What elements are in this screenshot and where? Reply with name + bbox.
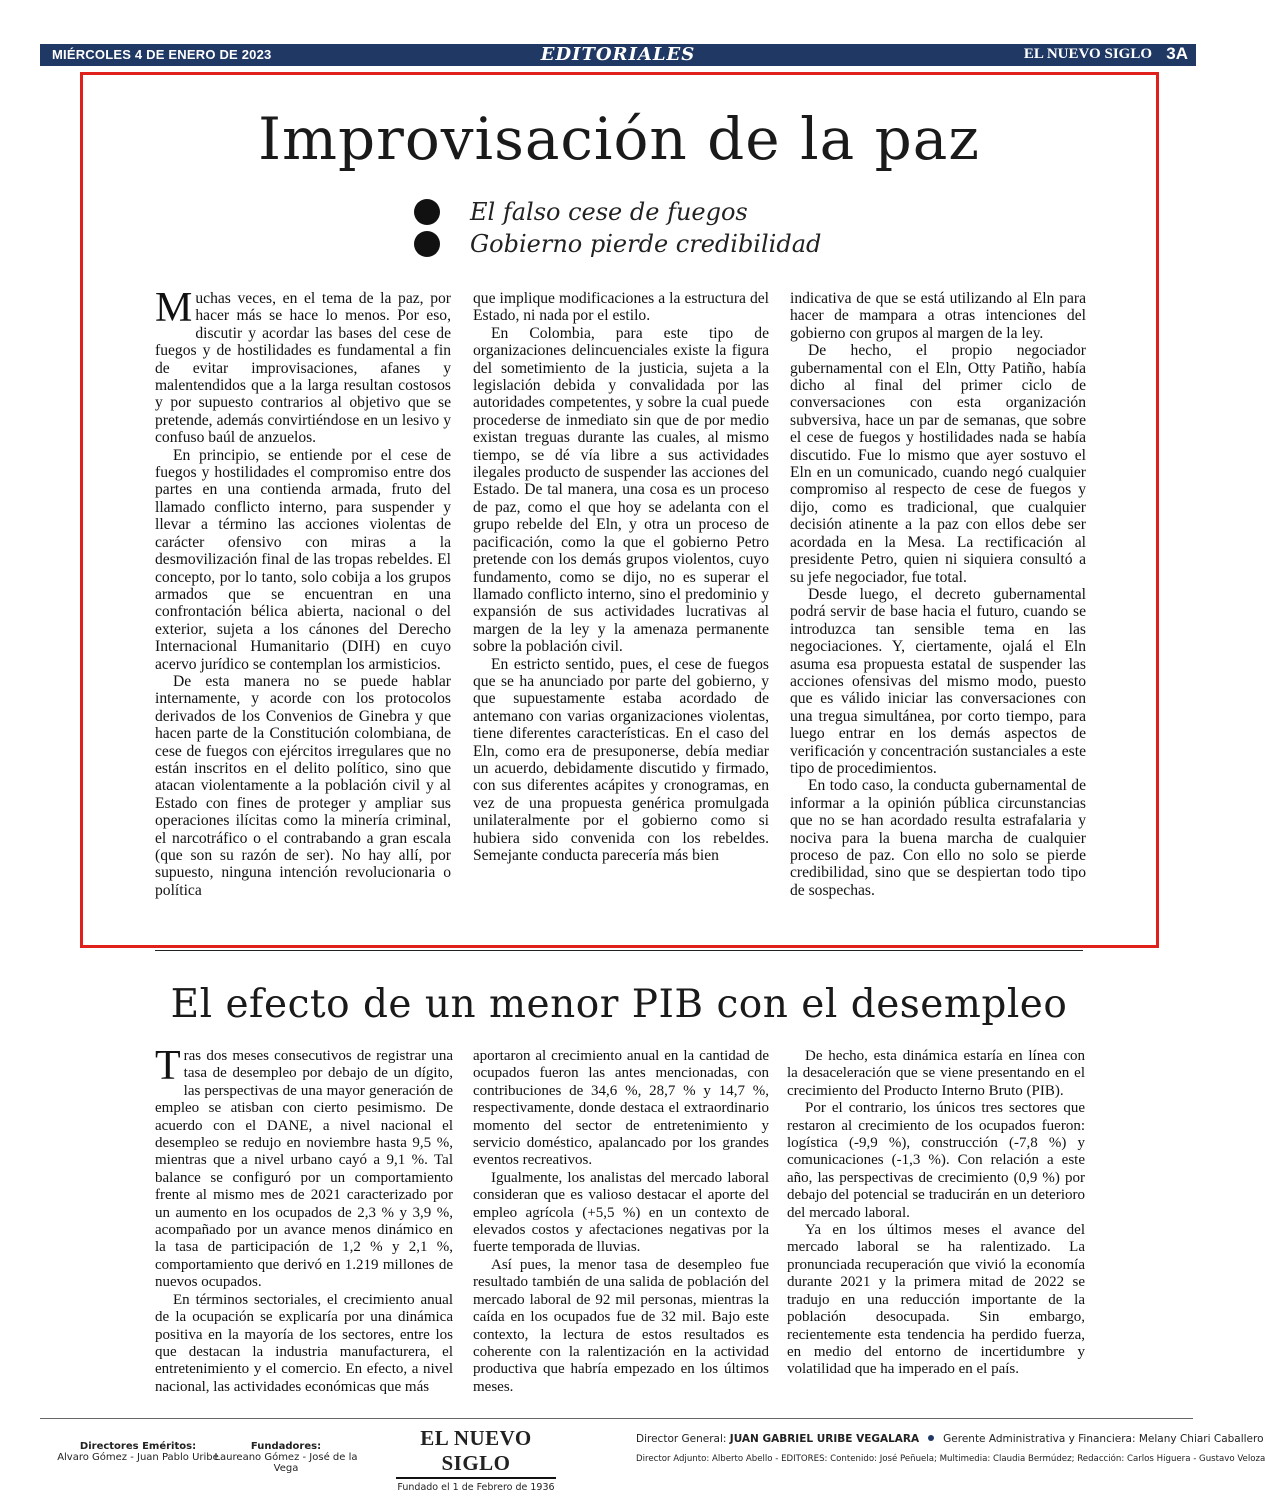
founders-label: Fundadores: [250,1441,322,1452]
section-title: EDITORIALES [540,44,696,65]
paragraph: Por el contrario, los únicos tres sectores que restaron al crecimiento de los ocupados fueron: logística (-9,9 %), construcción (-7,8 %) y comunicaciones (-1,3 %). Con relación a este año, las perspectivas de crecimiento (0,9 %) por debajo del potencial se traducirán en un deterioro del mercado laboral. [787,1100,1085,1221]
paragraph: aportaron al crecimiento anual en la cantidad de ocupados fueron las antes mencionadas, con contribuciones de 34,6 %, 28,7 % y 14,7 %, respectivamente, donde destaca el extraordinario momento del sector de entretenimiento y servicio doméstico, apalancado por los grandes eventos recreativos. [473,1048,769,1169]
drop-cap: M [155,285,193,331]
staff-line: Director Adjunto: Alberto Abello - EDITORES: Contenido: José Peñuela; Multimedia: Claudia Bermúdez; Redacción: Carlos Higuera - Gustavo Veloza [636,1454,1265,1464]
bullet-icon [414,199,440,225]
emeritus-names: Alvaro Gómez - Juan Pablo Uribe [57,1452,219,1463]
paragraph: Igualmente, los analistas del mercado laboral consideran que es valioso destacar el aporte del empleo agrícola (+5,5 %) en un contexto de elevados costos y afectaciones negativas por la fuerte temporada de lluvias. [473,1169,769,1256]
paragraph: Muchas veces, en el tema de la paz, por hacer más se hace lo menos. Por eso, discutir y acordar las bases del cese de fuegos y de hostilidades es fundamental a fin de evitar improvisaciones, afanes y malentendidos que a la larga resultan costosos y por supuesto contrarios al objetivo que se pretende, además convirtiéndose en un lesivo y confuso baúl de anzuelos. [155,285,451,447]
editorial2-column-1 [155,1043,453,1396]
masthead [40,44,1196,66]
paragraph: De hecho, esta dinámica estaría en línea con la desaceleración que se viene presentando en el crecimiento del Producto Interno Bruto (PIB). [787,1048,1085,1099]
emeritus-label: Directores Eméritos: [79,1441,197,1452]
paragraph: En estricto sentido, pues, el cese de fuegos que se ha anunciado por parte del gobierno, y que supuestamente estaba acordado de antemano con varias organizaciones violentas, tiene diferentes características. En el caso del Eln, como era de presuponerse, debía mediar un acuerdo, debidamente discutido y firmado, con sus diferentes acápites y cronogramas, en vez de una propuesta genérica promulgada unilateralmente por el gobierno como si hubiera sido convenida con los rebeldes. Semejante conducta parecería más bien [473,655,769,864]
founders [208,1441,364,1474]
emeritus-directors [48,1441,228,1463]
paragraph: indicativa de que se está utilizando al Eln para hacer de mampara a otras intenciones del gobierno con grupos al margen de la ley. [790,290,1086,342]
editorial-title-2: El efecto de un menor PIB con el desempleo [170,982,1068,1027]
founders-names: Laureano Gómez - José de la Vega [214,1452,358,1474]
subheadline-item: Gobierno pierde credibilidad [414,228,821,260]
section-divider [155,950,1083,951]
paragraph: Desde luego, el decreto gubernamental podrá servir de base hacia el futuro, cuando se introduzca tan sensible tema en las negociaciones. Y, ciertamente, ojalá el Eln asuma esa propuesta estatal de suspender las acciones ofensivas del mismo modo, puesto que es válido iniciar las conversaciones con una tregua simultánea, por corto tiempo, para luego entrar en los demás aspectos de verificación y concentración sustanciales a este tipo de procedimientos. [790,585,1086,777]
page-number: 3A [1166,44,1188,63]
paragraph: De hecho, el propio negociador gubernamental con el Eln, Otty Patiño, había dicho al final del primer ciclo de conversaciones con esta organización subversiva, hace un par de semanas, que sobre el cese de fuegos y hostilidades nada se había discutido. Fue lo mismo que ayer sostuvo el Eln en un comunicado, cuando negó cualquier compromiso al respecto de cese de fuegos y dijo, como es tradicional, que cualquier decisión atinente a la paz con ellos debe ser acordada en la Mesa. La rectificación al presidente Petro, quien ni siquiera consultó a su jefe negociador, fue total. [790,342,1086,586]
paragraph: Ya en los últimos meses el avance del mercado laboral se ha ralentizado. La pronunciada recuperación que vivió la economía durante 2021 y la primera mitad de 2022 se tradujo en una reducción importante de la población desocupada. Sin embargo, recientemente esta tendencia ha perdido fuerza, en medio del entorno de incertidumbre y volatilidad que ha imperado en el país. [787,1222,1085,1378]
paragraph: En Colombia, para este tipo de organizaciones delincuenciales existe la figura del sometimiento de la justicia, sujeta a la legislación debida y convalidada por las autoridades competentes, y sobre la cual puede procederse de inmediato sin que de por medio existan treguas durante las cuales, al mismo tiempo, se dé vía libre a sus actividades ilegales producto de suspender las acciones del Estado. De tal manera, una cosa es un proceso de paz, como el que hoy se adelanta con el grupo rebelde del Eln, y otra un proceso de pacificación, como la que el gobierno Petro pretende con los demás grupos violentos, cuyo fundamento, como se dijo, no es superar el llamado conflicto interno, sino el predominio y expansión de sus actividades lucrativas al margen de la ley y la amenaza permanente sobre la población civil. [473,324,769,656]
subheadline-list [414,196,821,260]
editorial2-column-2 [473,1048,769,1396]
footer-rule [40,1418,1193,1419]
paragraph: En todo caso, la conducta gubernamental de informar a la opinión pública circunstancias que no se han acordado resulta estrafalaria y nociva para la buena marcha de cualquier proceso de paz. Con ello no solo se pierde credibilidad, sino que se despiertan todo tipo de sospechas. [790,777,1086,899]
editorial-column-2 [473,290,769,864]
footer-logo [396,1426,556,1493]
bullet-icon [414,231,440,257]
paper-name: EL NUEVO SIGLO [1023,46,1152,62]
editorial-column-3 [790,290,1086,899]
paragraph: Así pues, la menor tasa de desempleo fue resultado también de una salida de población del mercado laboral de 92 mil personas, mientras la caída en los ocupados fue de 32 mil. Bajo este contexto, la lectura de estos resultados es coherente con la ralentización en la actividad productiva que habría empezado en los últimos meses. [473,1256,769,1395]
founded-date: Fundado el 1 de Febrero de 1936 [397,1482,555,1493]
issue-date: MIÉRCOLES 4 DE ENERO DE 2023 [52,47,272,62]
director-name: JUAN GABRIEL URIBE VEGALARA [729,1433,920,1445]
subheadline-item: El falso cese de fuegos [414,196,821,228]
paragraph: De esta manera no se puede hablar internamente, y acorde con los protocolos derivados de los Convenios de Ginebra y que hacen parte de la Constitución colombiana, de cese de fuegos con ejércitos irregulares que no están inscritos en el delito político, sino que atacan violentamente a la población civil y al Estado con fines de proteger y ampliar sus operaciones ilícitas como la minería criminal, el narcotráfico o el contrabando a gran escala (que son su razón de ser). No hay allí, por supuesto, ninguna intención revolucionaria o política [155,672,451,899]
manager-name: Melany Chiari Caballero [1138,1433,1264,1445]
editorial2-column-3 [787,1048,1085,1379]
paragraph: En principio, se entiende por el cese de fuegos y hostilidades el compromiso entre dos partes en una contienda armada, fruto del llamado conflicto interno, para suspender y llevar a término las acciones violentas de carácter ofensivo con miras a la desmovilización final de las tropas rebeldes. El concepto, por lo tanto, solo cobija a los grupos armados que se encuentran en una confrontación bélica abierta, nacional o del exterior, sujeta a los cánones del Derecho Internacional Humanitario (DIH) en cuyo acervo jurídico se contemplan los armisticios. [155,446,451,673]
editorial-title: Improvisación de la paz [258,105,980,173]
separator-dot-icon [928,1435,934,1441]
logo-text: EL NUEVO SIGLO [396,1426,556,1479]
paragraph: Tras dos meses consecutivos de registrar una tasa de desempleo por debajo de un dígito, las perspectivas de una mayor generación de empleo se atisban con cierto pesimismo. De acuerdo con el DANE, a nivel nacional el desempleo se redujo en noviembre hasta 9,5 %, mientras que a nivel urbano cayó a 9,1 %. Tal balance se configuró por un comportamiento frente al mismo mes de 2021 caracterizado por un aumento en los ocupados de 2,3 % y 3,9 %, acompañado por un avance menos dinámico en la tasa de participación de 1,2 % y 2,1 %, comportamiento que derivó en 1.219 millones de nuevos ocupados. [155,1043,453,1291]
drop-cap: T [155,1043,181,1089]
paragraph: que implique modificaciones a la estructura del Estado, ni nada por el estilo. [473,290,769,325]
director-line: Director General: JUAN GABRIEL URIBE VEGALARA Gerente Administrativa y Financiera: Melany Chiari Caballero [636,1433,1264,1445]
editorial-column-1 [155,285,451,899]
paragraph: En términos sectoriales, el crecimiento anual de la ocupación se explicaría por una dinámica positiva en la mayoría de los sectores, entre los que destacan la industria manufacturera, el entretenimiento y el comercio. En efecto, a nivel nacional, las actividades económicas que más [155,1291,453,1395]
